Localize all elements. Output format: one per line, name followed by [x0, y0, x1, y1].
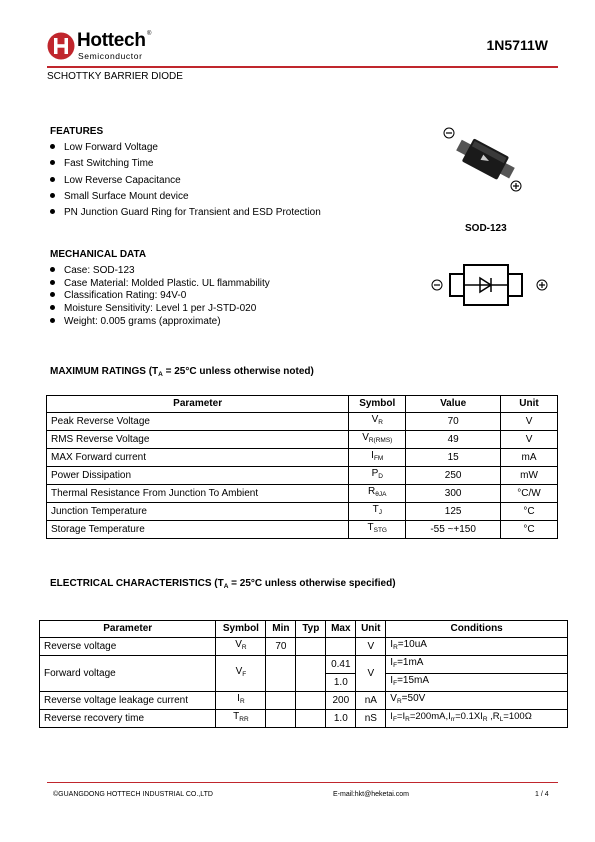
bullet-icon [50, 144, 55, 149]
column-header: Unit [501, 396, 558, 413]
column-header: Parameter [47, 396, 349, 413]
bullet-icon [50, 318, 55, 323]
hottech-logo-icon [47, 32, 75, 60]
features-heading: FEATURES [50, 126, 104, 137]
mechanical-list [50, 265, 270, 328]
table-row: Reverse voltage leakage current $I_R$ 200 nA $V_R=50V$ [40, 692, 568, 710]
bullet-icon [50, 267, 55, 272]
footer-divider [47, 782, 558, 783]
list-item: Fast Switching Time [50, 158, 321, 174]
mechanical-heading: MECHANICAL DATA [50, 249, 147, 260]
list-item: Small Surface Mount device [50, 191, 321, 207]
header-divider [47, 66, 558, 68]
table-row: Reverse voltage $V_R$ 70 V $I_R=10uA$ [40, 638, 568, 656]
table-row: MAX Forward current $I_{FM}$ 15 mA [47, 449, 558, 467]
table-row: Junction Temperature $T_J$ 125 °C [47, 503, 558, 521]
table-row: Storage Temperature $T_{STG}$ -55 ~+150 °C [47, 521, 558, 539]
bullet-icon [50, 177, 55, 182]
table-header-row [47, 396, 558, 413]
table-row: RMS Reverse Voltage $V_{R(RMS)}$ 49 V [47, 431, 558, 449]
max-ratings-heading: MAXIMUM RATINGS ($T_A = 25^\circ C$ unless otherwise noted) [50, 366, 314, 378]
list-item: Case Material: Molded Plastic. UL flammability [50, 278, 270, 291]
bullet-icon [50, 160, 55, 165]
package-label: SOD-123 [465, 223, 507, 234]
features-list [50, 142, 321, 223]
bullet-icon [50, 193, 55, 198]
table-header-row [40, 621, 568, 638]
list-item: Moisture Sensitivity: Level 1 per J-STD-020 [50, 303, 270, 316]
table-row: Peak Reverse Voltage $V_R$ 70 V [47, 413, 558, 431]
bullet-icon [50, 209, 55, 214]
table-row: Reverse recovery time $T_{RR}$ 1.0 nS $I_F=I_R=200mA,I_{rr}=0.1XI_R$ $,R_L=100\Omega$ [40, 710, 568, 728]
sod123-package-icon [437, 126, 527, 196]
table-row: Forward voltage $V_F$ 0.41 V $I_F=1mA$ [40, 656, 568, 674]
electrical-table [39, 620, 568, 728]
column-header: Symbol [349, 396, 406, 413]
list-item: Low Reverse Capacitance [50, 175, 321, 191]
column-header: Min [266, 621, 296, 638]
max-ratings-table [46, 395, 558, 539]
table-row: Power Dissipation $P_D$ 250 mW [47, 467, 558, 485]
list-item: PN Junction Guard Ring for Transient and ESD Protection [50, 207, 321, 223]
list-item: Case: SOD-123 [50, 265, 270, 278]
table-row: Thermal Resistance From Junction To Ambient $R_{\theta JA}$ 300 °C/W [47, 485, 558, 503]
table-row: 1.0 $I_F=15mA$ [40, 674, 568, 692]
column-header: Max [326, 621, 356, 638]
bullet-icon [50, 280, 55, 285]
column-header: Parameter [40, 621, 216, 638]
part-number: 1N5711W [486, 37, 548, 53]
column-header: Unit [356, 621, 386, 638]
bullet-icon [50, 305, 55, 310]
footer-email: E-mail:hkt@heketai.com [333, 791, 409, 798]
bullet-icon [50, 292, 55, 297]
document-subtitle: SCHOTTKY BARRIER DIODE [47, 71, 183, 82]
footer-company: ©GUANGDONG HOTTECH INDUSTRIAL CO.,LTD [53, 791, 213, 798]
list-item: Classification Rating: 94V-0 [50, 290, 270, 303]
list-item: Weight: 0.005 grams (approximate) [50, 316, 270, 329]
column-header: Typ [296, 621, 326, 638]
electrical-heading: ELECTRICAL CHARACTERISTICS ($T_A = 25^\circ C$ unless otherwise specified) [50, 578, 396, 590]
column-header: Conditions [386, 621, 568, 638]
column-header: Symbol [216, 621, 266, 638]
column-header: Value [406, 396, 501, 413]
footer-page-number: 1 / 4 [535, 791, 549, 798]
list-item: Low Forward Voltage [50, 142, 321, 158]
diode-schematic-icon [428, 262, 552, 308]
brand-subtitle: Semiconductor [78, 51, 143, 61]
registered-mark: ® [147, 31, 152, 37]
brand-name: Hottech [77, 30, 146, 51]
